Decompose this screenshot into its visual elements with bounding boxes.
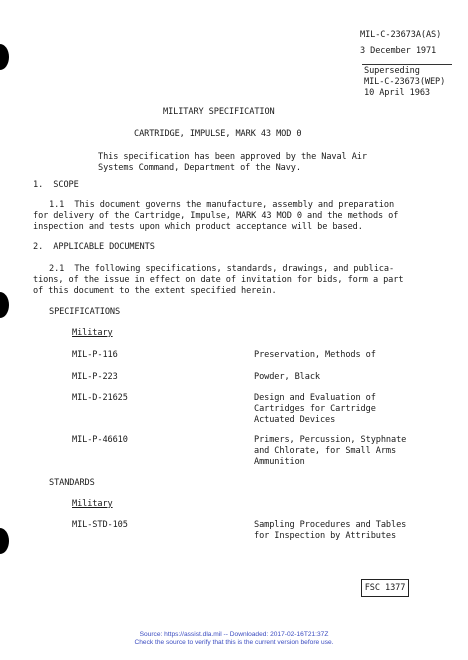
document-subject: CARTRIDGE, IMPULSE, MARK 43 MOD 0 bbox=[134, 129, 302, 139]
approval-line: This specification has been approved by the Naval Air bbox=[98, 152, 367, 162]
specifications-heading: SPECIFICATIONS bbox=[49, 307, 121, 317]
standards-subheading: Military bbox=[72, 499, 113, 509]
doc-date: 3 December 1971 bbox=[360, 46, 437, 56]
paragraph-line: tions, of the issue in effect on date of invitation for bids, form a part bbox=[33, 275, 404, 285]
spec-description: Powder, Black bbox=[254, 372, 320, 382]
standard-description: Sampling Procedures and Tables bbox=[254, 520, 407, 530]
check-line: Check the source to verify that this is the current version before use. bbox=[134, 639, 334, 646]
paragraph-line: 1.1 This document governs the manufacture, assembly and preparation bbox=[49, 200, 395, 210]
fsc-box bbox=[361, 579, 409, 597]
punch-hole bbox=[0, 44, 9, 70]
standard-description: for Inspection by Attributes bbox=[254, 531, 397, 541]
spec-description: and Chlorate, for Small Arms bbox=[254, 446, 397, 456]
spec-description: Primers, Percussion, Styphnate bbox=[254, 435, 407, 445]
spec-description: Ammunition bbox=[254, 457, 305, 467]
spec-description: Preservation, Methods of bbox=[254, 350, 376, 360]
spec-id: MIL-P-223 bbox=[72, 372, 118, 382]
punch-hole bbox=[0, 528, 9, 554]
specifications-subheading: Military bbox=[72, 328, 113, 338]
doc-number: MIL-C-23673A(AS) bbox=[360, 30, 442, 40]
document-title: MILITARY SPECIFICATION bbox=[163, 107, 275, 117]
paragraph-line: of this document to the extent specified herein. bbox=[33, 286, 277, 296]
approval-line: Systems Command, Department of the Navy. bbox=[98, 163, 301, 173]
superseded-number: MIL-C-23673(WEP) bbox=[364, 77, 446, 87]
standards-heading: STANDARDS bbox=[49, 478, 95, 488]
divider bbox=[362, 64, 452, 65]
section-heading-scope: 1. SCOPE bbox=[33, 180, 79, 190]
section-heading-applicable-documents: 2. APPLICABLE DOCUMENTS bbox=[33, 242, 155, 252]
spec-id: MIL-P-46610 bbox=[72, 435, 128, 445]
spec-description: Actuated Devices bbox=[254, 415, 336, 425]
punch-hole bbox=[0, 292, 9, 318]
paragraph-line: inspection and tests upon which product acceptance will be based. bbox=[33, 222, 363, 232]
source-line: Source: https://assist.dla.mil -- Downloaded: 2017-02-16T21:37Z bbox=[139, 631, 329, 638]
standard-id: MIL-STD-105 bbox=[72, 520, 128, 530]
superseding-label: Superseding bbox=[364, 66, 420, 76]
spec-id: MIL-P-116 bbox=[72, 350, 118, 360]
paragraph-line: 2.1 The following specifications, standards, drawings, and publica- bbox=[49, 264, 395, 274]
superseded-date: 10 April 1963 bbox=[364, 88, 430, 98]
paragraph-line: for delivery of the Cartridge, Impulse, MARK 43 MOD 0 and the methods of bbox=[33, 211, 399, 221]
spec-description: Design and Evaluation of bbox=[254, 393, 376, 403]
spec-id: MIL-D-21625 bbox=[72, 393, 128, 403]
spec-description: Cartridges for Cartridge bbox=[254, 404, 376, 414]
fsc-code: FSC 1377 bbox=[364, 583, 406, 593]
